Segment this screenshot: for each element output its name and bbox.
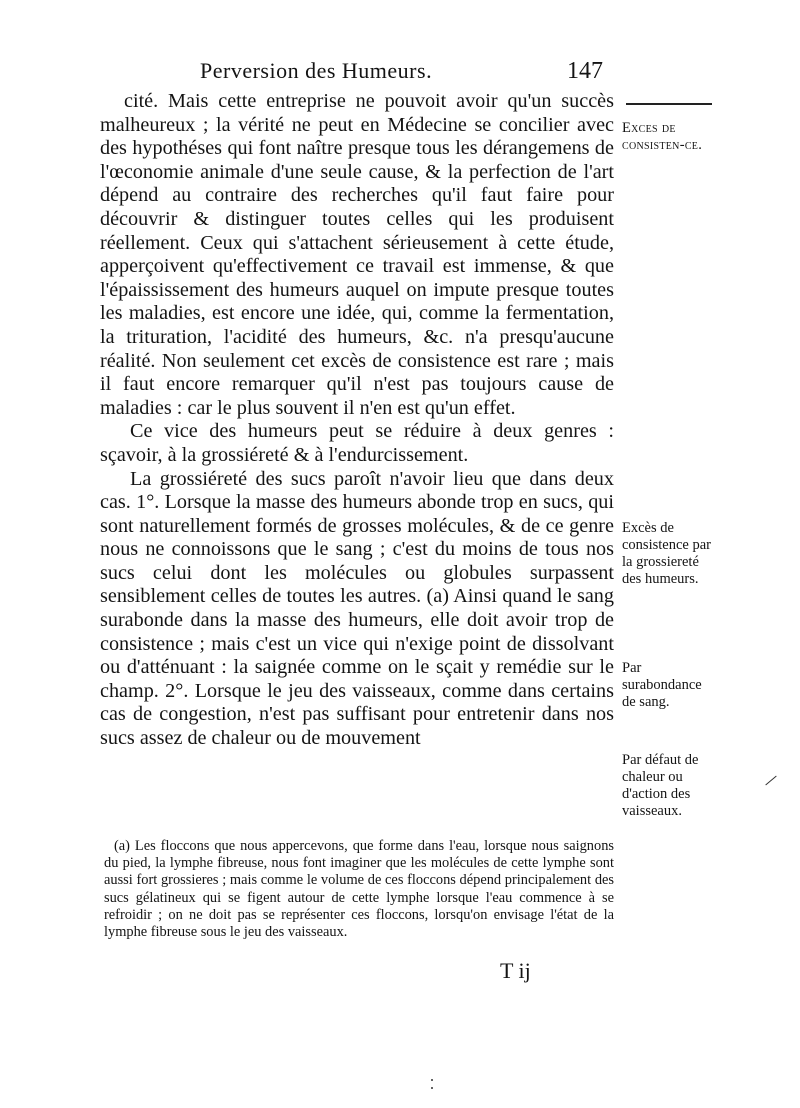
page-number: 147 bbox=[567, 58, 603, 84]
ink-speck bbox=[431, 1087, 433, 1089]
margin-note: Par surabondance de sang. bbox=[622, 660, 702, 710]
paragraph: La grossiéreté des sucs paroît n'avoir lieu que dans deux cas. 1°. Lorsque la masse des humeurs abonde trop en sucs, qui sont naturellement formés de grosses molécules, & de ce genre nous ne connoissons que le sang ; c'est du moins de tous nos sucs celui dont les molécules ou globules surpassent sensiblement celles de toutes les autres. (a) Ainsi quand le sang surabonde dans la masse des humeurs, elle doit avoir trop de consistence ; mais c'est un vice qui n'exige point de dissolvant ou d'atténuant : la saignée comme on le sçait y remédie sur le champ. 2°. Lorsque le jeu des vaisseaux, comme dans certains cas de congestion, n'est pas suffisant pour entretenir dans nos sucs assez de chaleur ou de mouvement bbox=[100, 467, 614, 750]
footnote-text: (a) Les floccons que nous appercevons, que forme dans l'eau, lorsque nous saignons du pied, la lymphe fibreuse, nous font imaginer que les molécules de cette lymphe sont aussi fort grossieres ; mais comme le volume de ces floccons dépend principalement des sucs gélatineux qui se figent autour de cette lymphe lorsque l'eau commence à se refroidir ; on ne doit pas se représenter ces floccons, lorsqu'on envisage l'état de la lymphe fibreuse sous le jeu des vaisseaux. bbox=[104, 838, 614, 941]
margin-note: Par défaut de chaleur ou d'action des vaisseaux. bbox=[622, 752, 699, 819]
margin-note: Exces de consisten-ce. bbox=[622, 120, 703, 153]
ink-speck bbox=[431, 1079, 433, 1081]
main-text bbox=[100, 90, 614, 751]
margin-note: Excès de consistence par la grossiereté des humeurs. bbox=[622, 520, 711, 587]
running-title: Perversion des Humeurs. bbox=[200, 58, 433, 83]
footnote bbox=[104, 838, 614, 941]
signature-mark: T ij bbox=[500, 958, 531, 983]
ink-stroke bbox=[765, 776, 776, 786]
paragraph: cité. Mais cette entreprise ne pouvoit avoir qu'un succès malheureux ; la vérité ne peut en Médecine se concilier avec des hypothéses qui font naître presque tous les dérangemens de l'œconomie animale d'une seule cause, & la perfection de l'art dépend au contraire des recherches qu'il faut faire pour découvrir & distinguer toutes celles qui les produisent réellement. Ceux qui s'attachent sérieusement à cette étude, apperçoivent qu'effectivement ce travail est immense, & que l'épaississement des humeurs auquel on impute presque toutes les maladies, est encore une idée, qui, comme la fermentation, la trituration, l'acidité des humeurs, &c. n'a presqu'aucune réalité. Non seulement cet excès de consistence est rare ; mais il faut encore remarquer qu'il n'est pas toujours cause de maladies : car le plus souvent il n'en est qu'un effet. bbox=[100, 90, 614, 419]
margin-rule bbox=[626, 103, 712, 105]
paragraph: Ce vice des humeurs peut se réduire à deux genres : sçavoir, à la grossiéreté & à l'endurcissement. bbox=[100, 420, 614, 466]
